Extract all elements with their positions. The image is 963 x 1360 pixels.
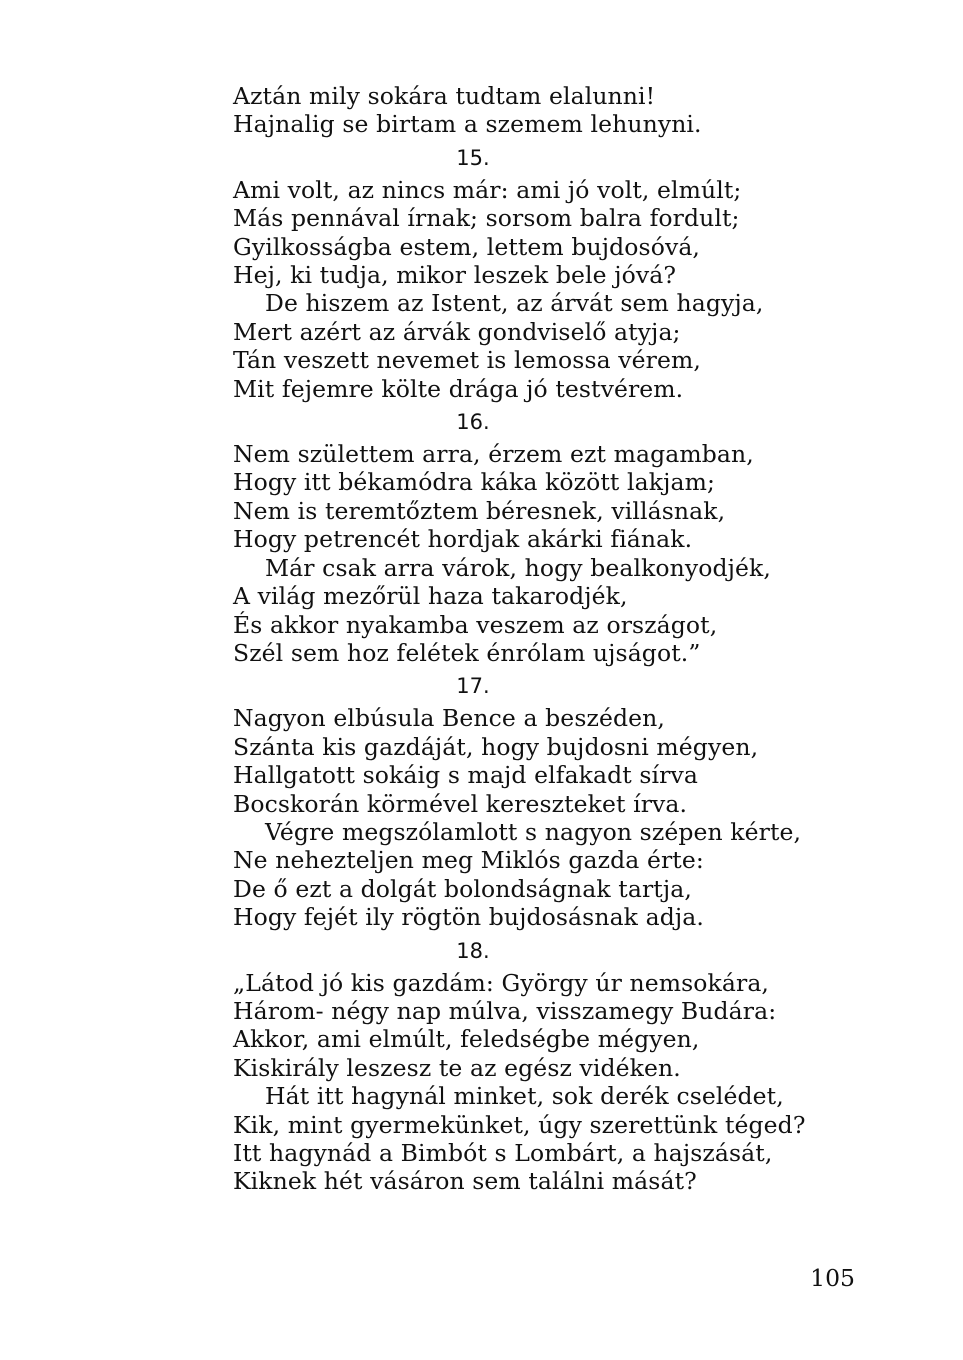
- verse-line: Itt hagynád a Bimbót s Lombárt, a hajszását,: [233, 1139, 773, 1167]
- verse-line: Nem is teremtőztem béresnek, villásnak,: [233, 496, 726, 525]
- verse-line: „Látod jó kis gazdám: György úr nemsokára,: [233, 968, 770, 997]
- verse-line: Hogy fejét ily rögtön bujdosásnak adja.: [233, 903, 704, 932]
- verse-line: Akkor, ami elmúlt, feledségbe mégyen,: [233, 1025, 700, 1054]
- stanza: [233, 440, 833, 667]
- stanza-number: 18.: [456, 938, 490, 963]
- verse-line: Tán veszett nevemet is lemossa vérem,: [233, 346, 701, 375]
- verse-line: De ő ezt a dolgát bolondságnak tartja,: [233, 874, 692, 903]
- verse-line: Nem születtem arra, érzem ezt magamban,: [233, 440, 754, 469]
- page-number: 105: [810, 1264, 855, 1292]
- verse-line: Hajnalig se birtam a szemem lehunyni.: [233, 110, 702, 139]
- verse-line: A világ mezőrül haza takarodjék,: [233, 582, 628, 611]
- verse-line: Nagyon elbúsula Bence a beszéden,: [233, 704, 665, 733]
- verse-line: Gyilkosságba estem, lettem bujdosóvá,: [233, 232, 700, 261]
- verse-line: Hej, ki tudja, mikor leszek bele jóvá?: [233, 261, 677, 290]
- poem-text: [233, 82, 833, 1196]
- opening-lines: [233, 82, 833, 139]
- verse-line: És akkor nyakamba veszem az országot,: [233, 610, 718, 639]
- verse-line: Kiknek hét vásáron sem találni mását?: [233, 1167, 697, 1196]
- stanza: [233, 704, 833, 931]
- stanza-number: 16.: [456, 410, 490, 435]
- verse-line: Hát itt hagynál minket, sok derék cselédet,: [265, 1082, 784, 1111]
- verse-line: Szél sem hoz felétek énrólam ujságot.”: [233, 638, 701, 667]
- verse-line: Mit fejemre költe drága jó testvérem.: [233, 374, 684, 403]
- verse-line: De hiszem az Istent, az árvát sem hagyja,: [265, 289, 764, 318]
- stanza: [233, 969, 833, 1196]
- verse-line: Mert azért az árvák gondviselő atyja;: [233, 317, 681, 346]
- verse-line: Ne nehezteljen meg Miklós gazda érte:: [233, 846, 704, 875]
- verse-line: Három- négy nap múlva, visszamegy Budára:: [233, 996, 777, 1025]
- verse-line: Hallgatott sokáig s majd elfakadt sírva: [233, 761, 698, 790]
- verse-line: Szánta kis gazdáját, hogy bujdosni mégyen,: [233, 732, 759, 761]
- verse-line: Kiskirály leszesz te az egész vidéken.: [233, 1053, 681, 1082]
- verse-line: Végre megszólamlott s nagyon szépen kérte,: [265, 817, 802, 846]
- verse-line: Más pennával írnak; sorsom balra fordult;: [233, 204, 740, 233]
- verse-line: Ami volt, az nincs már: ami jó volt, elmúlt;: [233, 175, 742, 204]
- stanza-number: 15.: [456, 145, 490, 170]
- verse-line: Bocskorán körmével kereszteket írva.: [233, 789, 688, 818]
- verse-line: Már csak arra várok, hogy bealkonyodjék,: [265, 553, 771, 582]
- verse-line: Hogy itt békamódra káka között lakjam;: [233, 468, 716, 497]
- verse-line: Aztán mily sokára tudtam elalunni!: [233, 82, 656, 110]
- stanza: [233, 176, 833, 403]
- verse-line: Hogy petrencét hordjak akárki fiának.: [233, 525, 693, 554]
- stanza-number: 17.: [456, 674, 490, 699]
- verse-line: Kik, mint gyermekünket, úgy szerettünk téged?: [233, 1110, 806, 1139]
